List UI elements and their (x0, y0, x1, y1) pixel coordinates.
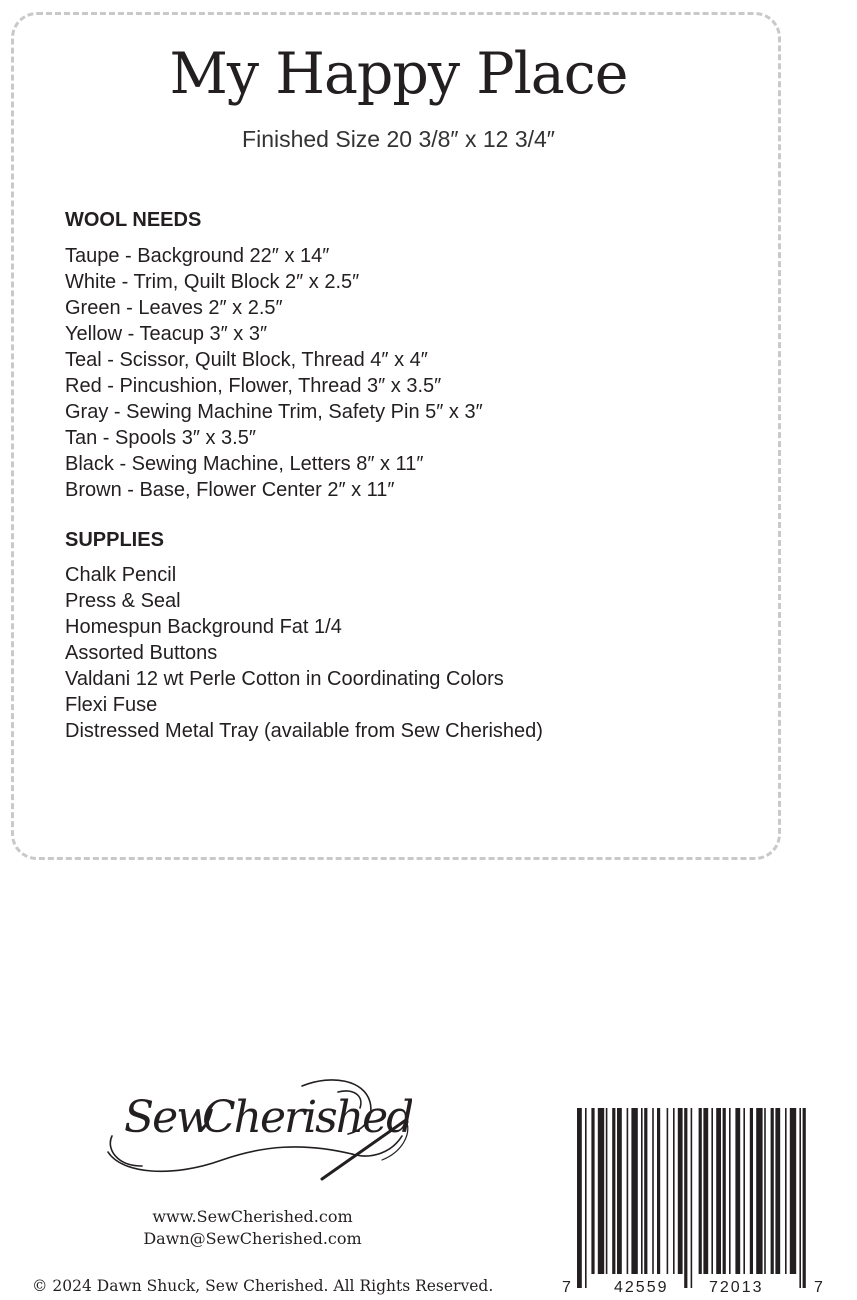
barcode-bar (785, 1108, 787, 1274)
barcode-bar (617, 1108, 622, 1274)
barcode-bar (699, 1108, 702, 1274)
barcode-bar (598, 1108, 604, 1274)
barcode-bar (657, 1108, 660, 1274)
barcode-bar (691, 1108, 693, 1288)
list-item: Distressed Metal Tray (available from Sew Cherished) (65, 720, 543, 742)
list-item: White - Trim, Quilt Block 2″ x 2.5″ (65, 271, 360, 293)
list-item: Homespun Background Fat 1/4 (65, 616, 342, 638)
list-item: Green - Leaves 2″ x 2.5″ (65, 297, 283, 319)
sew-cherished-logo (102, 1074, 412, 1184)
svg-text:Sew: Sew (124, 1092, 212, 1143)
list-item: Tan - Spools 3″ x 3.5″ (65, 427, 256, 449)
barcode-bar (703, 1108, 708, 1274)
barcode-bar (684, 1108, 687, 1288)
list-item: Red - Pincushion, Flower, Thread 3″ x 3.5″ (65, 375, 442, 397)
barcode-bar (585, 1108, 587, 1288)
email-link[interactable]: Dawn@SewCherished.com (143, 1229, 362, 1248)
barcode-bar (729, 1108, 731, 1274)
barcode-bar (678, 1108, 683, 1274)
pattern-title: My Happy Place (169, 41, 628, 107)
list-item: Yellow - Teacup 3″ x 3″ (65, 323, 268, 345)
barcode-bar (750, 1108, 753, 1274)
svg-text:Cherished: Cherished (202, 1092, 412, 1143)
barcode-bar (673, 1108, 675, 1274)
list-item: Gray - Sewing Machine Trim, Safety Pin 5″ x 3″ (65, 401, 483, 423)
website-link[interactable]: www.SewCherished.com (152, 1207, 353, 1226)
barcode-bar (627, 1108, 629, 1274)
list-item: Teal - Scissor, Quilt Block, Thread 4″ x 4″ (65, 349, 428, 371)
barcode-bar (756, 1108, 762, 1274)
finished-size: Finished Size 20 3/8″ x 12 3/4″ (242, 126, 555, 152)
list-item: Flexi Fuse (65, 694, 158, 716)
copyright-notice: © 2024 Dawn Shuck, Sew Cherished. All Rights Reserved. (32, 1277, 494, 1295)
barcode-bar (631, 1108, 637, 1274)
barcode-bar (644, 1108, 647, 1274)
barcode-bar (652, 1108, 654, 1274)
list-item: Assorted Buttons (65, 642, 218, 664)
barcode-bar (803, 1108, 806, 1288)
upc-barcode (560, 1108, 830, 1300)
wool-needs-list (65, 243, 483, 503)
barcode-digit-last: 7 (814, 1279, 823, 1296)
supplies-list (65, 562, 543, 744)
list-item: Chalk Pencil (65, 564, 177, 586)
barcode-group-left: 42559 (614, 1279, 669, 1296)
barcode-bar (771, 1108, 774, 1274)
barcode-bar (775, 1108, 780, 1274)
barcode-bar (612, 1108, 615, 1274)
barcode-bar (591, 1108, 594, 1274)
barcode-bar (641, 1108, 643, 1274)
list-item: Press & Seal (65, 590, 181, 612)
barcode-bar (716, 1108, 721, 1274)
barcode-bar (790, 1108, 796, 1274)
list-item: Brown - Base, Flower Center 2″ x 11″ (65, 479, 395, 501)
barcode-bar (723, 1108, 726, 1274)
barcode-bar (743, 1108, 745, 1274)
list-item: Taupe - Background 22″ x 14″ (65, 245, 330, 267)
barcode-group-right: 72013 (709, 1279, 764, 1296)
barcode-bar (764, 1108, 766, 1274)
barcode-bar (799, 1108, 801, 1288)
wool-needs-heading: WOOL NEEDS (65, 209, 202, 231)
barcode-bar (667, 1108, 669, 1274)
list-item: Black - Sewing Machine, Letters 8″ x 11″ (65, 453, 424, 475)
supplies-heading: SUPPLIES (65, 529, 164, 551)
barcode-bar (735, 1108, 740, 1274)
barcode-bar (577, 1108, 582, 1288)
barcode-bar (711, 1108, 713, 1274)
list-item: Valdani 12 wt Perle Cotton in Coordinating Colors (65, 668, 504, 690)
barcode-bar (606, 1108, 608, 1274)
barcode-digit-first: 7 (562, 1279, 571, 1296)
